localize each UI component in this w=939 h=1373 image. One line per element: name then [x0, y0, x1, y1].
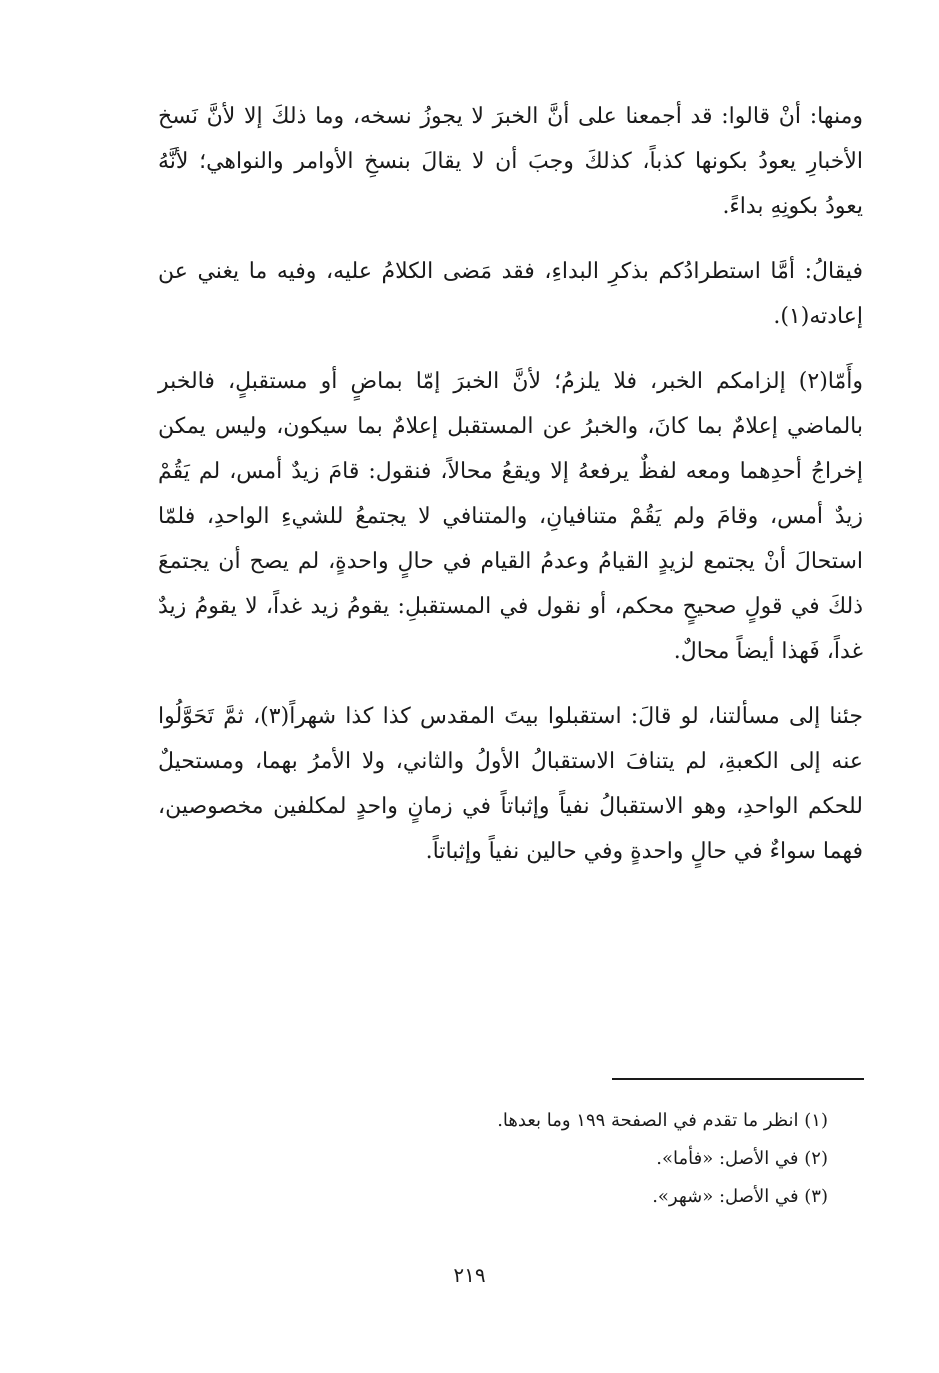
footnote-2: (٢) في الأصل: «فأما». [656, 1148, 828, 1169]
footnote-separator [612, 1078, 864, 1080]
paragraph-3: وأَمّا(٢) إلزامكم الخبر، فلا يلزمُ؛ لأنَّ الخبرَ إمّا بماضٍ أو مستقبلٍ، فالخبر بالماضي إعلامٌ بما كانَ، والخبرُ عن المستقبل إعلامٌ بما سيكون، وليس يمكن إخراجُ أحدِهما ومعه لفظٌ يرفعهُ إلا ويقعُ محالاً، فنقول: قامَ زيدٌ أمس، لم يَقُمْ زيدٌ أمس، وقامَ ولم يَقُمْ متنافيانِ، والمتنافي لا يجتمعُ للشيءِ الواحدِ، فلمّا استحالَ أنْ يجتمع لزيدٍ القيامُ وعدمُ القيام في حالٍ واحدةٍ، لم يصح أن يجتمعَ ذلكَ في قولٍ صحيحٍ محكم، أو نقول في المستقبلِ: يقومُ زيد غداً، لا يقومُ زيدٌ غداً، فَهذا أيضاً محالٌ. [158, 369, 863, 664]
paragraph-2: فيقالُ: أمَّا استطرادُكم بذكرِ البداءِ، فقد مَضى الكلامُ عليه، وفيه ما يغني عن إعادته(١). [158, 259, 863, 329]
footnote-3: (٣) في الأصل: «شهر». [652, 1186, 828, 1207]
main-text [158, 94, 863, 894]
footnotes [300, 1102, 828, 1216]
paragraph-4: جئنا إلى مسألتنا، لو قالَ: استقبلوا بيتَ المقدس كذا كذا شهراً(٣)، ثمَّ تَحَوَّلُوا عنه إلى الكعبةِ، لم يتنافَ الاستقبالُ الأولُ والثاني، ولا الأمرُ بهما، ومستحيلٌ للحكم الواحدِ، وهو الاستقبالُ نفياً وإثباتاً في زمانٍ واحدٍ لمكلفين مخصوصين، فهما سواءٌ في حالٍ واحدةٍ وفي حالين نفياً وإثباتاً. [158, 704, 863, 864]
page-number: ٢١٩ [453, 1263, 486, 1287]
paragraph-1: ومنها: أنْ قالوا: قد أجمعنا على أنَّ الخبرَ لا يجوزُ نسخه، وما ذلكَ إلا لأنَّ نَسخ الأخبارِ يعودُ بكونها كذباً، كذلكَ وجبَ أن لا يقالَ بنسخِ الأوامر والنواهي؛ لأنَّهُ يعودُ بكونِهِ بداءً. [158, 104, 863, 219]
footnote-1: (١) انظر ما تقدم في الصفحة ١٩٩ وما بعدها. [497, 1110, 828, 1131]
